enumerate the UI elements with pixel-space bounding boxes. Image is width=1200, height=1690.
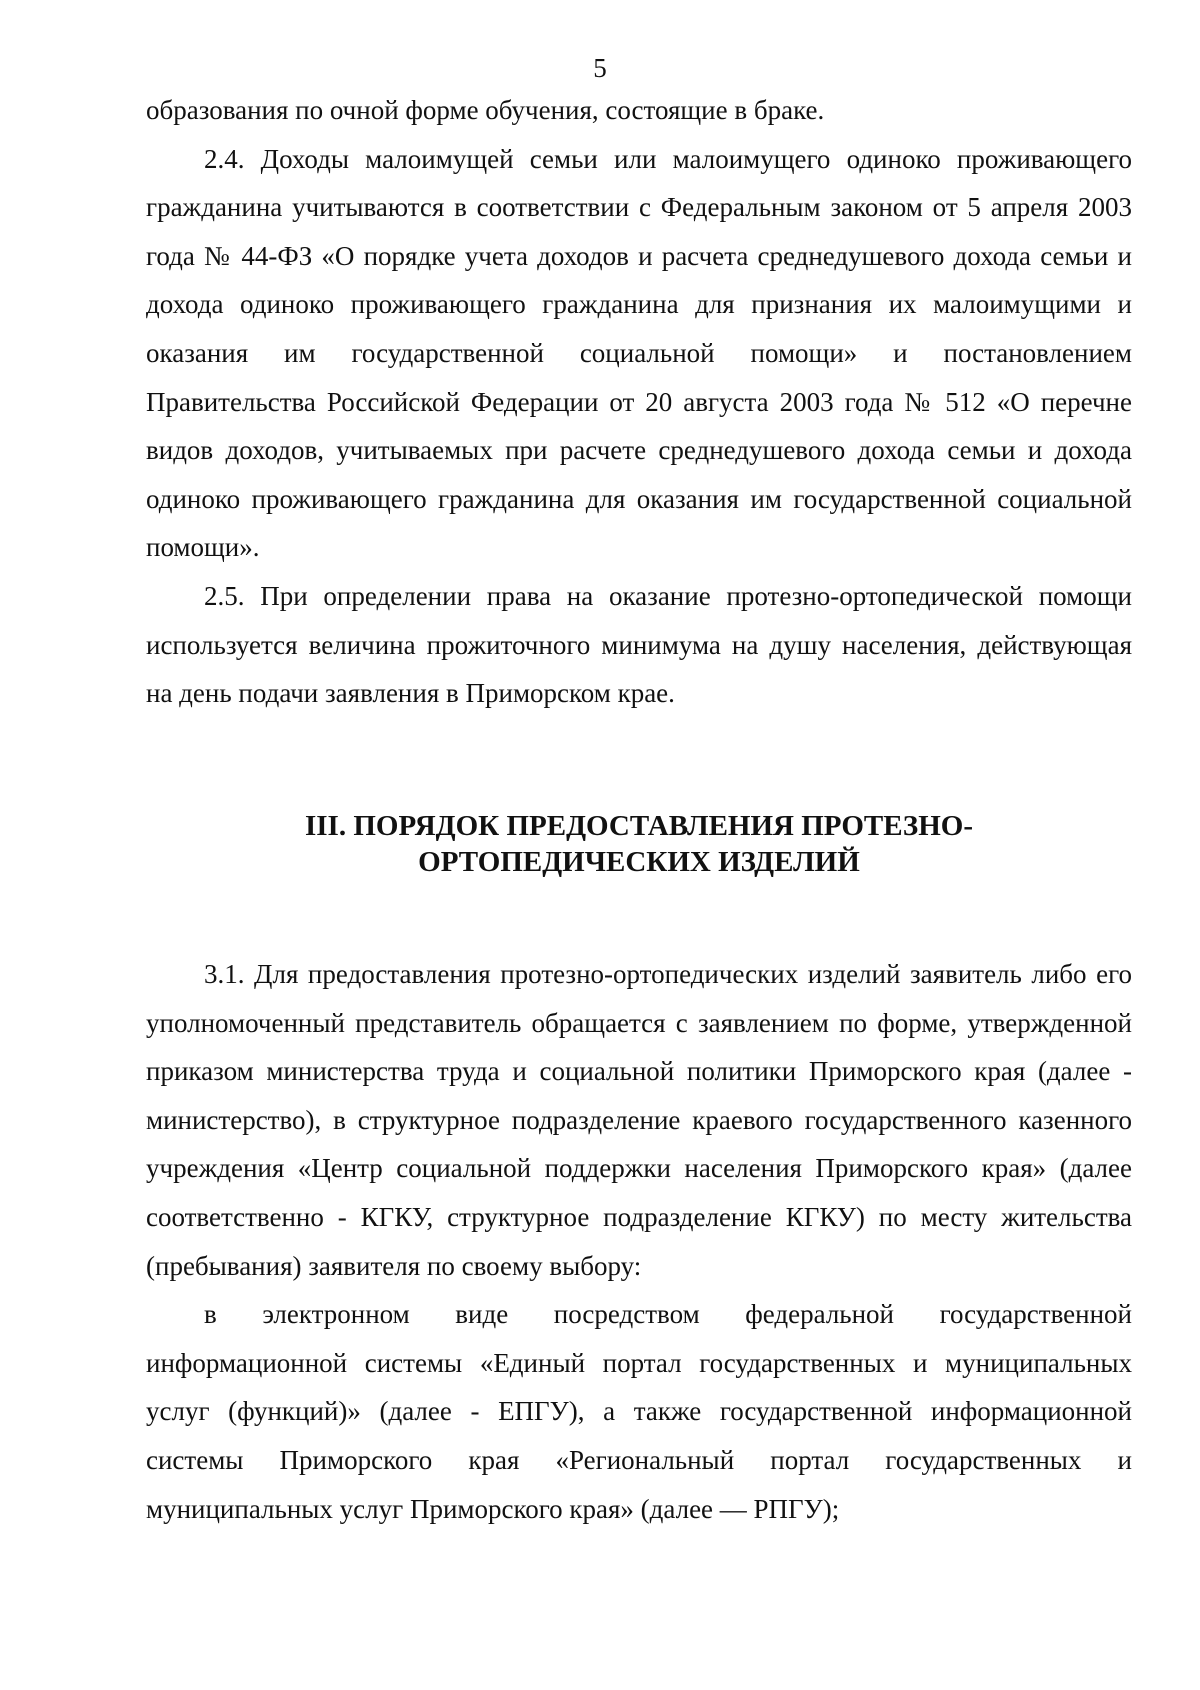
section-heading-line-2: ОРТОПЕДИЧЕСКИХ ИЗДЕЛИЙ xyxy=(418,846,860,878)
paragraph-2-4: 2.4. Доходы малоимущей семьи или малоимущего одиноко проживающего гражданина учитываются в соответствии с Федеральным законом от 5 апреля 2003 года № 44-ФЗ «О порядке учета доходов и расчета среднедушевого дохода семьи и дохода одиноко проживающего гражданина для признания их малоимущими и оказания им государственной социальной помощи» и постановлением Правительства Российской Федерации от 20 августа 2003 года № 512 «О перечне видов доходов, учитываемых при расчете среднедушевого дохода семьи и дохода одиноко проживающего гражданина для оказания им государственной социальной помощи». xyxy=(146,143,1132,563)
paragraph-electronic: в электронном виде посредством федеральной государственной информационной системы «Единый портал государственных и муниципальных услуг (функций)» (далее - ЕПГУ), а также государственной информационной системы Приморского края «Региональный портал государственных и муниципальных услуг Приморского края» (далее — РПГУ); xyxy=(146,1299,1132,1524)
text-block-top xyxy=(146,86,1132,718)
paragraph-3-1: 3.1. Для предоставления протезно-ортопедических изделий заявитель либо его уполномоченный представитель обращается с заявлением по форме, утвержденной приказом министерства труда и социальной политики Приморского края (далее - министерство), в структурное подразделение краевого государственного казенного учреждения «Центр социальной поддержки населения Приморского края» (далее соответственно - КГКУ, структурное подразделение КГКУ) по месту жительства (пребывания) заявителя по своему выбору: xyxy=(146,959,1132,1281)
paragraph-continuation: образования по очной форме обучения, состоящие в браке. xyxy=(146,95,825,125)
page-number: 5 xyxy=(593,53,607,83)
section-heading xyxy=(146,808,1132,880)
paragraph-2-5: 2.5. При определении права на оказание протезно-ортопедической помощи используется величина прожиточного минимума на душу населения, действующая на день подачи заявления в Приморском крае. xyxy=(146,580,1132,709)
section-heading-line-1: III. ПОРЯДОК ПРЕДОСТАВЛЕНИЯ ПРОТЕЗНО- xyxy=(304,810,973,842)
text-block-bottom xyxy=(146,950,1132,1533)
